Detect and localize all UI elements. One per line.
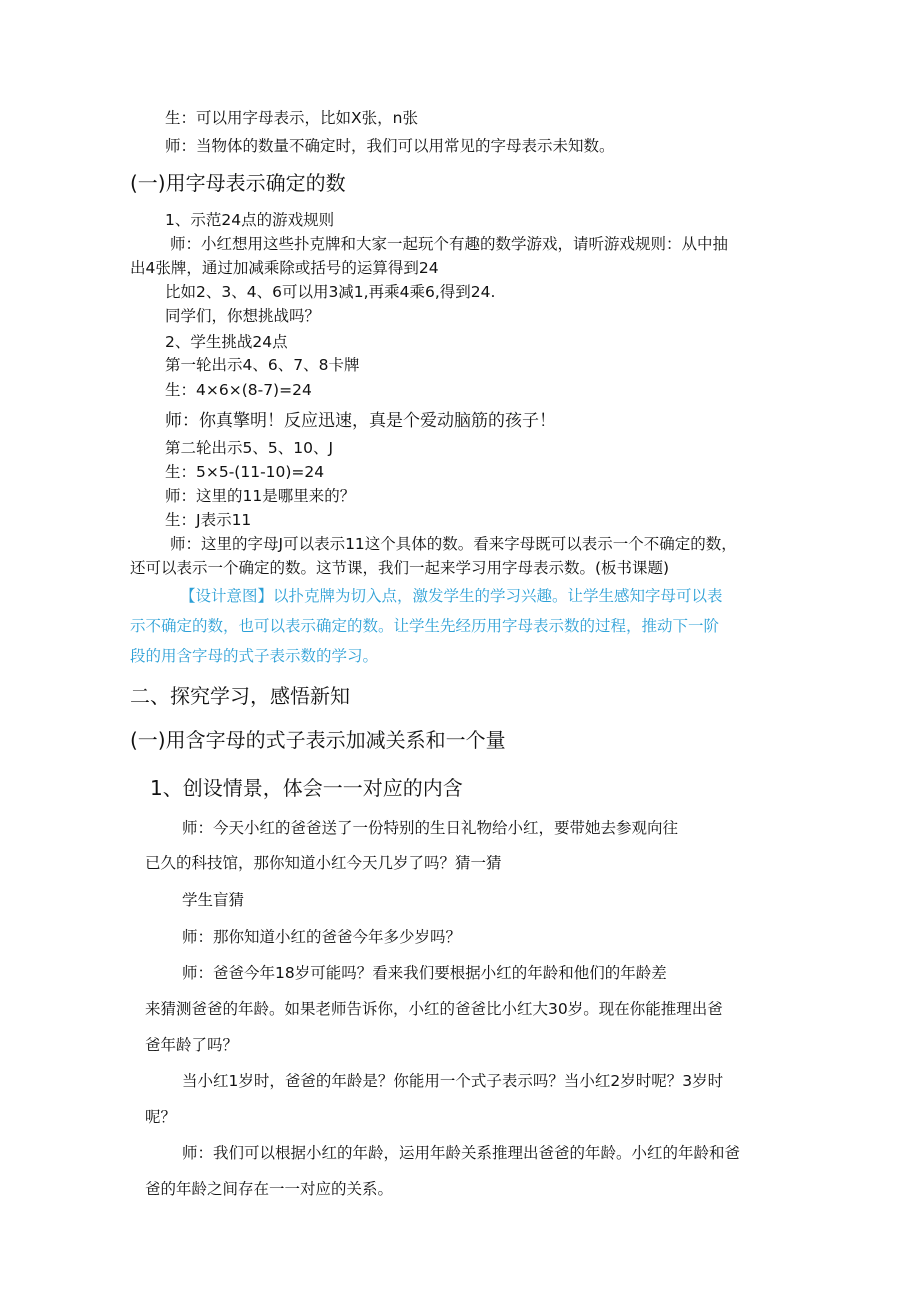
text-line: 第一轮出示4、6、7、8卡牌 xyxy=(165,356,360,374)
text-line: 比如2、3、4、6可以用3减1,再乘4乘6,得到24. xyxy=(165,283,496,301)
subheading: 2、学生挑战24点 xyxy=(165,333,288,351)
text-line: 师：这里的11是哪里来的？ xyxy=(165,487,356,505)
text-line: 生：4×6×(8-7)=24 xyxy=(165,381,312,399)
text-line: 爸的年龄之间存在一一对应的关系。 xyxy=(145,1180,394,1198)
section-heading: (一)用字母表示确定的数 xyxy=(130,171,346,195)
text-line: 爸年龄了吗？ xyxy=(145,1036,239,1054)
text-line: 当小红1岁时，爸爸的年龄是？你能用一个式子表示吗？当小红2岁时呢？3岁时 xyxy=(182,1072,724,1090)
subheading: 1、示范24点的游戏规则 xyxy=(165,211,335,229)
design-intent-line: 【设计意图】以扑克牌为切入点，激发学生的学习兴趣。让学生感知字母可以表 xyxy=(180,587,723,605)
design-intent-line: 示不确定的数，也可以表示确定的数。让学生先经历用字母表示数的过程，推动下一阶 xyxy=(130,617,720,635)
text-line: 师：今天小红的爸爸送了一份特别的生日礼物给小红，要带她去参观向往 xyxy=(182,819,679,837)
design-intent-line: 段的用含字母的式子表示数的学习。 xyxy=(130,647,379,665)
text-line: 出4张牌，通过加减乘除或括号的运算得到24 xyxy=(130,259,439,277)
text-line: 还可以表示一个确定的数。这节课，我们一起来学习用字母表示数。(板书课题) xyxy=(130,559,670,577)
text-line: 同学们，你想挑战吗？ xyxy=(165,307,321,325)
text-line: 师：你真擎明！反应迅速，真是个爱动脑筋的孩子！ xyxy=(165,411,556,431)
text-line: 生：5×5-(11-10)=24 xyxy=(165,463,325,481)
text-line: 学生盲猜 xyxy=(182,891,245,909)
text-line: 第二轮出示5、5、10、J xyxy=(165,439,334,457)
text-line: 师：小红想用这些扑克牌和大家一起玩个有趣的数学游戏，请听游戏规则：从中抽 xyxy=(170,235,729,253)
text-line: 师：爸爸今年18岁可能吗？看来我们要根据小红的年龄和他们的年龄差 xyxy=(182,964,667,982)
section-heading: (一)用含字母的式子表示加减关系和一个量 xyxy=(130,728,506,752)
text-line: 师：我们可以根据小红的年龄，运用年龄关系推理出爸爸的年龄。小红的年龄和爸 xyxy=(182,1144,741,1162)
text-line: 生：可以用字母表示，比如X张，n张 xyxy=(165,109,418,127)
text-line: 生：J表示11 xyxy=(165,511,252,529)
text-line: 已久的科技馆，那你知道小红今天几岁了吗？猜一猜 xyxy=(145,854,502,872)
text-line: 来猜测爸爸的年龄。如果老师告诉你，小红的爸爸比小红大30岁。现在你能推理出爸 xyxy=(145,1000,723,1018)
text-line: 师：那你知道小红的爸爸今年多少岁吗？ xyxy=(182,928,462,946)
text-line: 呢？ xyxy=(145,1108,177,1126)
subsection-heading: 1、创设情景，体会一一对应的内含 xyxy=(150,776,463,800)
section-heading: 二、探究学习，感悟新知 xyxy=(130,684,350,708)
text-line: 师：这里的字母J可以表示11这个具体的数。看来字母既可以表示一个不确定的数， xyxy=(170,535,737,553)
text-line: 师：当物体的数量不确定时，我们可以用常见的字母表示未知数。 xyxy=(165,137,615,155)
